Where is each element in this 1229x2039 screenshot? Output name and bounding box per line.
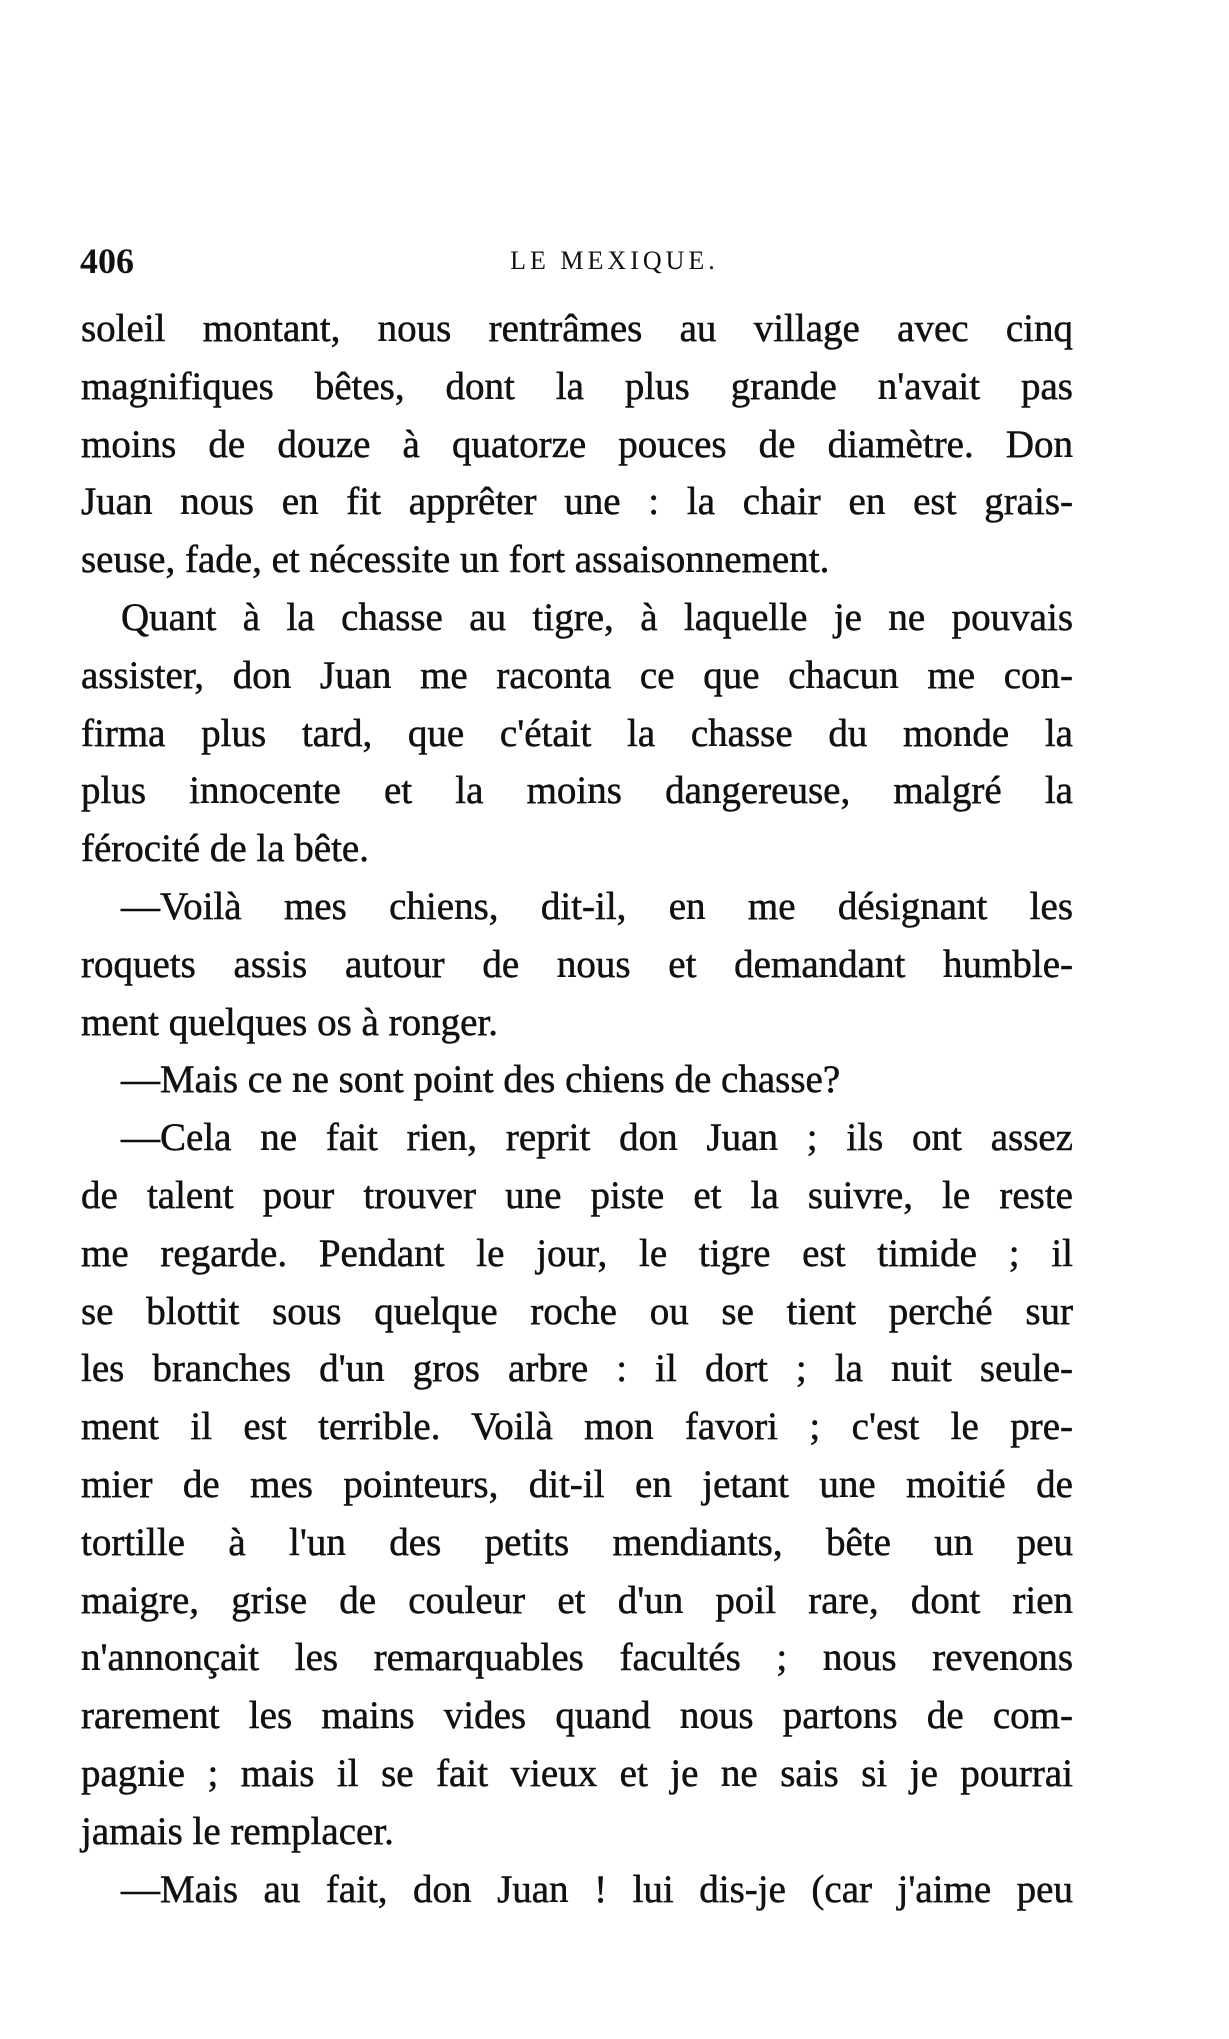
text-line: de talent pour trouver une piste et la suivre, le reste	[81, 1173, 1073, 1217]
text-line: Quant à la chasse au tigre, à laquelle je ne pouvais	[121, 595, 1073, 639]
text-line: se blottit sous quelque roche ou se tient perché sur	[81, 1289, 1073, 1333]
text-line: —Mais ce ne sont point des chiens de chasse?	[121, 1058, 841, 1102]
text-line: me regarde. Pendant le jour, le tigre est timide ; il	[81, 1231, 1073, 1275]
text-line: seuse, fade, et nécessite un fort assaisonnement.	[81, 538, 830, 582]
text-line: firma plus tard, que c'était la chasse du monde la	[81, 711, 1073, 755]
text-line: Juan nous en fit apprêter une : la chair en est grais-	[81, 480, 1073, 524]
text-line: les branches d'un gros arbre : il dort ; la nuit seule-	[81, 1347, 1073, 1391]
text-line: ment il est terrible. Voilà mon favori ; c'est le pre-	[81, 1405, 1073, 1449]
text-line: tortille à l'un des petits mendiants, bête un peu	[81, 1520, 1073, 1564]
text-line: soleil montant, nous rentrâmes au village avec cinq	[81, 307, 1073, 350]
text-line: pagnie ; mais il se fait vieux et je ne sais si je pourrai	[81, 1751, 1073, 1795]
text-line: assister, don Juan me raconta ce que chacun me con-	[81, 653, 1073, 697]
text-line: mier de mes pointeurs, dit-il en jetant une moitié de	[81, 1462, 1073, 1506]
text-line: —Mais au fait, don Juan ! lui dis-je (car j'aime peu	[121, 1867, 1073, 1911]
text-line: —Cela ne fait rien, reprit don Juan ; ils ont assez	[121, 1116, 1073, 1160]
page-number: 406	[80, 241, 134, 281]
text-line: ment quelques os à ronger.	[81, 1000, 498, 1044]
text-line: roquets assis autour de nous et demandant humble-	[81, 942, 1073, 986]
text-line: férocité de la bête.	[81, 827, 369, 871]
text-line: rarement les mains vides quand nous partons de com-	[81, 1694, 1073, 1738]
text-line: plus innocente et la moins dangereuse, malgré la	[81, 769, 1073, 813]
text-line: n'annonçait les remarquables facultés ; nous revenons	[81, 1636, 1073, 1680]
text-line: magnifiques bêtes, dont la plus grande n'avait pas	[81, 364, 1073, 408]
page-body	[81, 300, 1073, 1918]
text-line: moins de douze à quatorze pouces de diamètre. Don	[81, 422, 1073, 466]
running-head: LE MEXIQUE.	[510, 246, 719, 275]
text-line: maigre, grise de couleur et d'un poil rare, dont rien	[81, 1578, 1073, 1622]
text-line: jamais le remplacer.	[81, 1809, 394, 1853]
text-line: —Voilà mes chiens, dit-il, en me désignant les	[121, 884, 1073, 928]
